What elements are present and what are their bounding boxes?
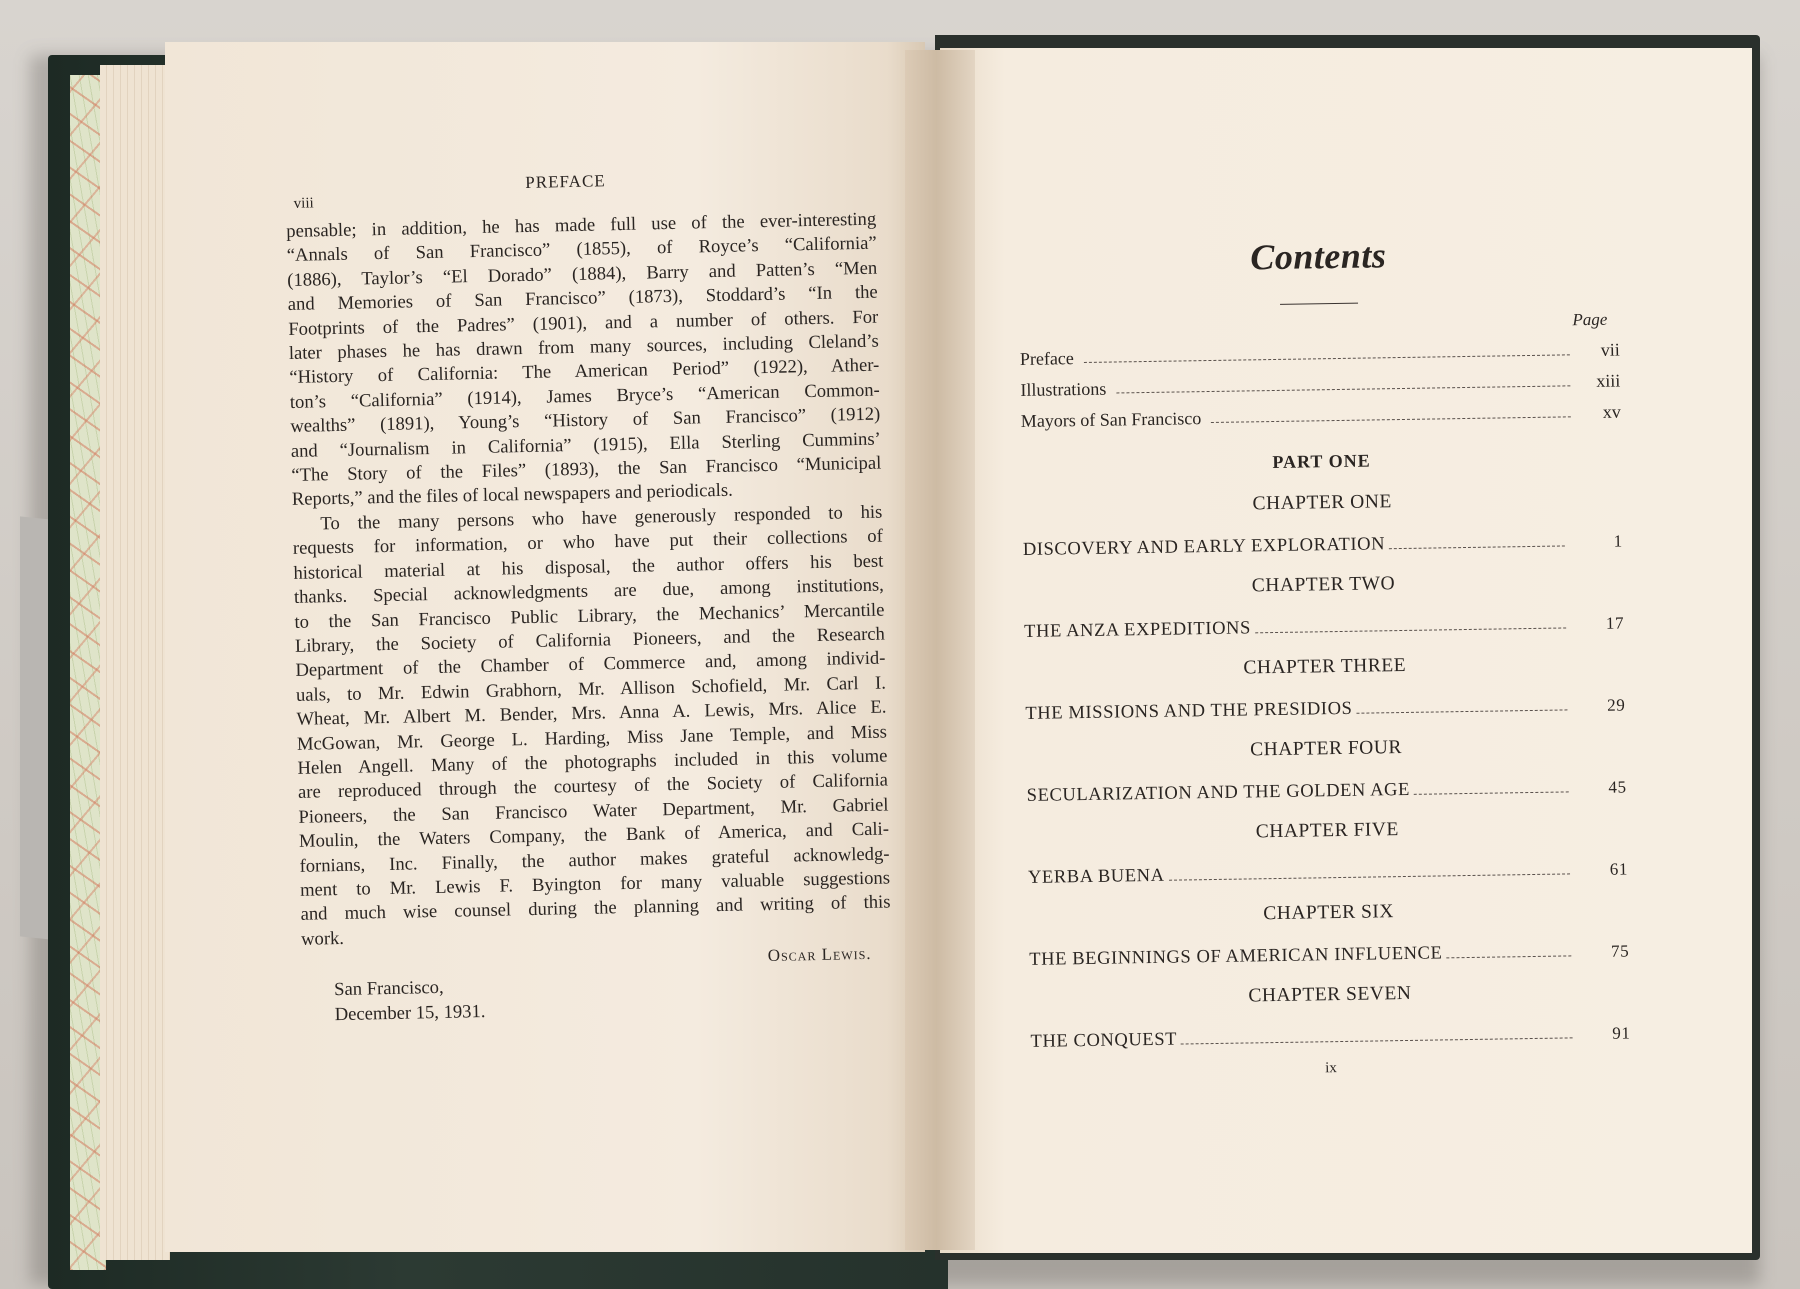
preface-line: later phases he has drawn from many sources, including Cleland’s [288, 330, 879, 364]
preface-line: Pioneers, the San Francisco Water Department, Mr. Gabriel [298, 794, 889, 828]
chapter-list [1022, 488, 1631, 1053]
chapter-title: THE ANZA EXPEDITIONS [1024, 618, 1252, 642]
leader-dots [1255, 627, 1566, 633]
leader-dots [1116, 385, 1570, 393]
chapter-title: THE MISSIONS AND THE PRESIDIOS [1025, 698, 1353, 724]
page-number: viii [293, 195, 314, 212]
leader-dots [1211, 416, 1571, 423]
preface-line: ton’s “California” (1914), James Bryce’s “American Common- [289, 379, 880, 413]
dateline-date: December 15, 1931. [334, 1001, 486, 1026]
chapter-entry [1026, 770, 1626, 807]
front-matter-list [1020, 330, 1621, 432]
contents-title: Contents [1249, 235, 1387, 278]
chapter-entry [1024, 606, 1624, 643]
toc-entry-label: Preface [1019, 348, 1074, 369]
folio: ix [1325, 1060, 1338, 1077]
part-heading: PART ONE [1272, 450, 1371, 473]
chapter-page: 75 [1610, 941, 1630, 961]
chapter-entry [1029, 933, 1629, 970]
chapter-heading: CHAPTER ONE [1252, 491, 1392, 515]
leader-dots [1181, 1037, 1572, 1044]
preface-line: Reports,” and the files of local newspapers and periodicals. [291, 480, 733, 511]
chapter-page: 1 [1613, 531, 1623, 551]
preface-line: (1886), Taylor’s “El Dorado” (1884), Barry and Patten’s “Men [287, 257, 878, 291]
preface-page [285, 158, 893, 1028]
chapter-entry [1028, 851, 1628, 888]
dateline-place: San Francisco, [333, 977, 444, 1001]
chapter-entry [1023, 524, 1623, 561]
page-column-label: Page [1572, 309, 1608, 330]
chapter-title: DISCOVERY AND EARLY EXPLORATION [1022, 534, 1386, 560]
preface-line: “History of California: The American Period” (1922), Ather- [289, 355, 880, 389]
chapter-page: 29 [1607, 695, 1626, 715]
leader-dots [1357, 709, 1568, 713]
chapter-heading: CHAPTER TWO [1251, 573, 1396, 597]
chapter-title: SECULARIZATION AND THE GOLDEN AGE [1026, 779, 1411, 806]
chapter-page: 61 [1609, 859, 1629, 879]
leader-dots [1389, 545, 1565, 549]
preface-line: Footprints of the Padres” (1901), and a number of others. For [288, 306, 879, 340]
preface-line: and Memories of San Francisco” (1873), Stoddard’s “In the [287, 281, 878, 316]
page-edges [100, 65, 170, 1260]
chapter-title: THE BEGINNINGS OF AMERICAN INFLUENCE [1029, 943, 1443, 970]
preface-line: pensable; in addition, he has made full use of the ever-interesting [286, 208, 877, 242]
leader-dots [1414, 791, 1569, 794]
contents-page [1018, 231, 1631, 1082]
chapter-heading: CHAPTER FOUR [1249, 737, 1403, 761]
preface-line: Wheat, Mr. Albert M. Bender, Mrs. Anna A. Lewis, Mrs. Alice E. [296, 696, 887, 731]
chapter-title: THE CONQUEST [1030, 1029, 1178, 1052]
preface-line: historical material at his disposal, the author offers his best [293, 550, 884, 584]
preface-line: and much wise counsel during the planning and writing of this [300, 891, 891, 926]
toc-entry-label: Illustrations [1020, 378, 1107, 400]
preface-line: are reproduced through the courtesy of the Society of California [297, 769, 889, 804]
toc-entry-page: xv [1602, 401, 1621, 422]
preface-line: ment to Mr. Lewis F. Byington for many valuable suggestions [299, 867, 891, 901]
chapter-title: YERBA BUENA [1027, 865, 1165, 888]
preface-line: Moulin, the Waters Company, the Bank of America, and Cali- [298, 818, 890, 853]
preface-line: requests for information, or who have put their collections of [292, 525, 884, 560]
chapter-page: 91 [1612, 1023, 1631, 1043]
preface-line: Department of the Chamber of Commerce and, among individ- [295, 647, 886, 682]
preface-line: to the San Francisco Public Library, the Mechanics’ Mercantile [294, 599, 885, 633]
title-rule [1280, 303, 1358, 305]
chapter-page: 17 [1605, 613, 1625, 633]
toc-entry-page: xiii [1596, 370, 1621, 391]
chapter-heading: CHAPTER FIVE [1255, 819, 1400, 843]
preface-line: uals, to Mr. Edwin Grabhorn, Mr. Allison Schofield, Mr. Carl I. [295, 672, 887, 706]
chapter-heading: CHAPTER SIX [1263, 901, 1395, 925]
preface-line: wealths” (1891), Young’s “History of San Francisco” (1912) [290, 403, 881, 438]
leader-dots [1447, 955, 1572, 958]
chapter-entry [1025, 688, 1625, 725]
author-signature: Oscar Lewis. [767, 944, 872, 966]
preface-line: thanks. Special acknowledgments are due, among institutions, [293, 574, 885, 608]
preface-line: McGowan, Mr. George L. Harding, Miss Jane Temple, and Miss [296, 721, 888, 755]
leader-dots [1169, 873, 1570, 880]
chapter-entry [1030, 1015, 1630, 1052]
chapter-page: 45 [1608, 777, 1627, 797]
toc-entry-label: Mayors of San Francisco [1020, 408, 1202, 431]
preface-line: “The Story of the Files” (1893), the San Francisco “Municipal [291, 452, 882, 486]
chapter-heading: CHAPTER THREE [1243, 654, 1407, 679]
book-gutter [905, 50, 975, 1250]
preface-line: “Annals of San Francisco” (1855), of Royce’s “California” [286, 233, 877, 267]
preface-line: Helen Angell. Many of the photographs included in this volume [297, 745, 888, 779]
running-title: PREFACE [525, 171, 606, 192]
chapter-heading: CHAPTER SEVEN [1248, 982, 1412, 1007]
preface-line: and “Journalism in California” (1915), Ella Sterling Cummins’ [290, 428, 881, 462]
preface-line: fornians, Inc. Finally, the author makes grateful acknowledg- [299, 843, 890, 877]
preface-body [286, 208, 891, 952]
toc-entry-page: vii [1600, 339, 1620, 360]
preface-line: work. [300, 927, 345, 950]
preface-line: To the many persons who have generously responded to his [320, 501, 883, 535]
preface-line: Library, the Society of California Pioneers, and the Research [294, 623, 886, 657]
